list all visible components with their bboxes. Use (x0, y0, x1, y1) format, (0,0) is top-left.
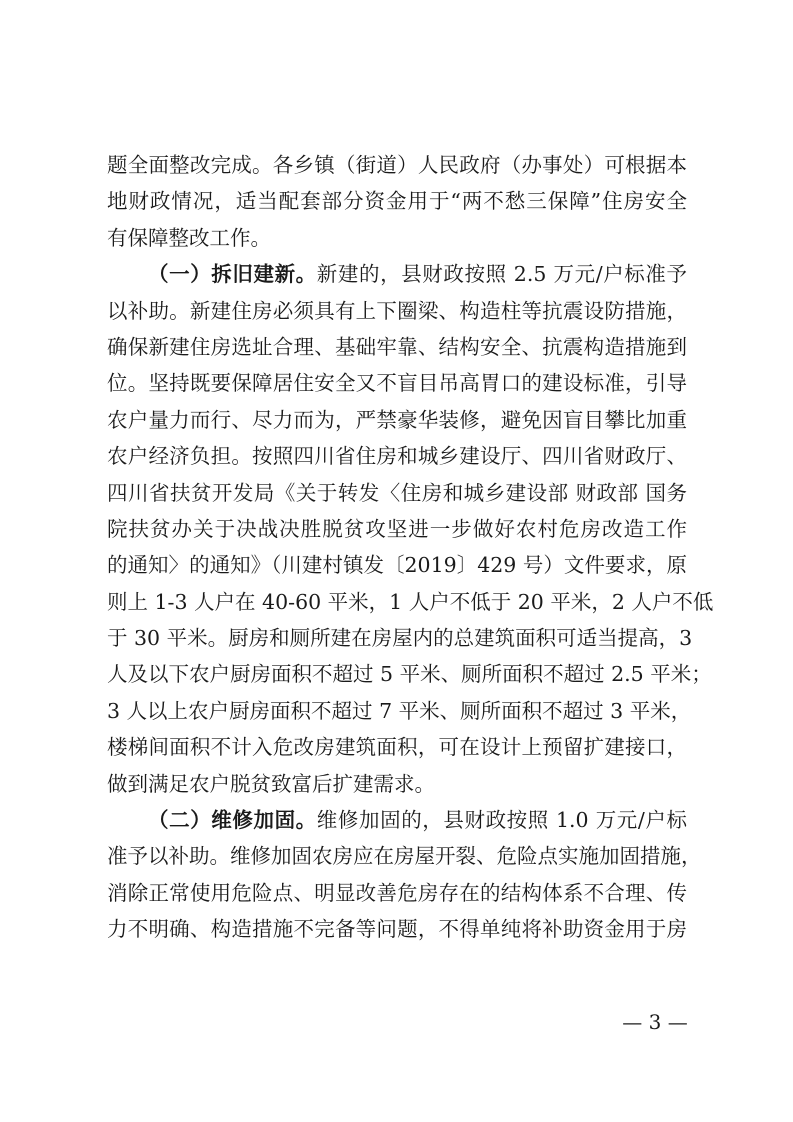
text-line: 于 30 平米。厨房和厕所建在房屋内的总建筑面积可适当提高，3 (107, 626, 693, 651)
text-run: 维修加固的，县财政按照 1.0 万元/户标 (316, 808, 688, 833)
section-first-line (107, 256, 687, 292)
text-line: 有保障整改工作。 (107, 225, 271, 250)
text-line: 题全面整改完成。各乡镇（街道）人民政府（办事处）可根据本 (107, 153, 687, 177)
text-line: 准予以补助。维修加固农房应在房屋开裂、危险点实施加固措施， (107, 844, 702, 869)
text-line: 确保新建住房选址合理、基础牢靠、结构安全、抗震构造措施到 (107, 334, 687, 359)
page-body (107, 147, 714, 948)
text-line: 位。坚持既要保障居住安全又不盲目吊高胃口的建设标准，引导 (107, 371, 687, 396)
text-line: 做到满足农户脱贫致富后扩建需求。 (107, 771, 435, 796)
text-line: 院扶贫办关于决战决胜脱贫攻坚进一步做好农村危房改造工作 (107, 516, 687, 541)
text-line: 楼梯间面积不计入危改房建筑面积，可在设计上预留扩建接口， (107, 735, 687, 760)
text-line: 则上 1-3 人户在 40-60 平米，1 人户不低于 20 平米，2 人户不低 (107, 589, 714, 614)
text-line: 3 人以上农户厨房面积不超过 7 平米、厕所面积不超过 3 平米， (107, 698, 692, 723)
text-line: 农户量力而行、尽力而为，严禁豪华装修，避免因盲目攀比加重 (107, 407, 687, 432)
section-heading-demolish-rebuild: （一）拆旧建新。 (148, 262, 317, 287)
text-line: 四川省扶贫开发局《关于转发〈住房和城乡建设部 财政部 国务 (107, 480, 687, 505)
text-line: 以补助。新建住房必须具有上下圈梁、构造柱等抗震设防措施， (107, 298, 687, 323)
text-run: 新建的，县财政按照 2.5 万元/户标准予 (316, 262, 688, 287)
text-line: 地财政情况，适当配套部分资金用于“两不愁三保障”住房安全 (107, 189, 687, 214)
text-line: 消除正常使用危险点、明显改善危房存在的结构体系不合理、传 (107, 880, 687, 905)
text-line: 的通知〉的通知》（川建村镇发〔2019〕429 号）文件要求，原 (107, 553, 687, 578)
text-line: 人及以下农户厨房面积不超过 5 平米、厕所面积不超过 2.5 平米； (107, 662, 712, 687)
section-first-line (107, 802, 687, 838)
section-heading-repair-reinforce: （二）维修加固。 (148, 808, 317, 833)
page-number: — 3 — (622, 1010, 688, 1034)
text-line: 农户经济负担。按照四川省住房和城乡建设厅、四川省财政厅、 (107, 444, 687, 469)
text-line: 力不明确、构造措施不完备等问题，不得单纯将补助资金用于房 (107, 917, 687, 942)
